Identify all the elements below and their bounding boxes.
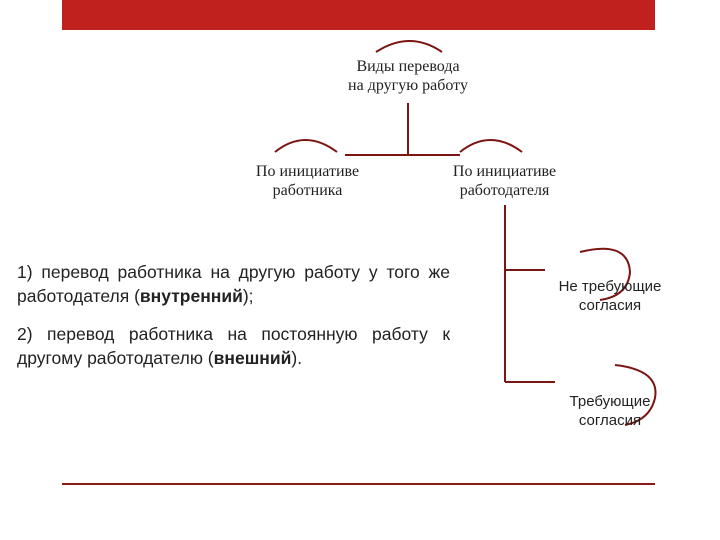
root-node	[318, 57, 498, 95]
p2-tail: ).	[291, 348, 303, 368]
root-node-line1: Виды перевода	[356, 58, 460, 75]
right-branch-line1: По инициативе	[452, 163, 557, 180]
bottom-divider	[62, 483, 655, 485]
p2-bold-term: внешний	[213, 348, 292, 368]
p1-bold-term: внутренний	[139, 286, 243, 306]
left-branch-line2: работника	[272, 182, 343, 199]
right-branch-line2: работодателя	[459, 182, 550, 199]
sub-bottom-line1: Требующие	[569, 393, 651, 410]
left-branch-line1: По инициативе	[255, 163, 360, 180]
p1-text: 1) перевод работника на другую работу у того же работодателя (	[17, 262, 450, 306]
root-node-line2: на другую работу	[348, 77, 468, 94]
left-branch-node	[225, 162, 390, 200]
right-node-arc	[460, 140, 522, 152]
p2-text: 2) перевод работника на постоянную работу к другому работодателю (	[17, 324, 450, 368]
root-node-arc	[376, 41, 442, 52]
p1-tail: );	[242, 286, 254, 306]
paragraph-internal-transfer	[17, 260, 450, 308]
sub-top-line2: согласия	[578, 297, 642, 314]
sub-node-requiring-consent	[530, 392, 690, 430]
paragraph-external-transfer	[17, 322, 450, 370]
right-branch-node	[422, 162, 587, 200]
left-node-arc	[275, 140, 337, 152]
sub-bottom-line2: согласия	[578, 412, 642, 429]
sub-top-line1: Не требующие	[558, 278, 662, 295]
sub-node-not-requiring-consent	[530, 277, 690, 315]
